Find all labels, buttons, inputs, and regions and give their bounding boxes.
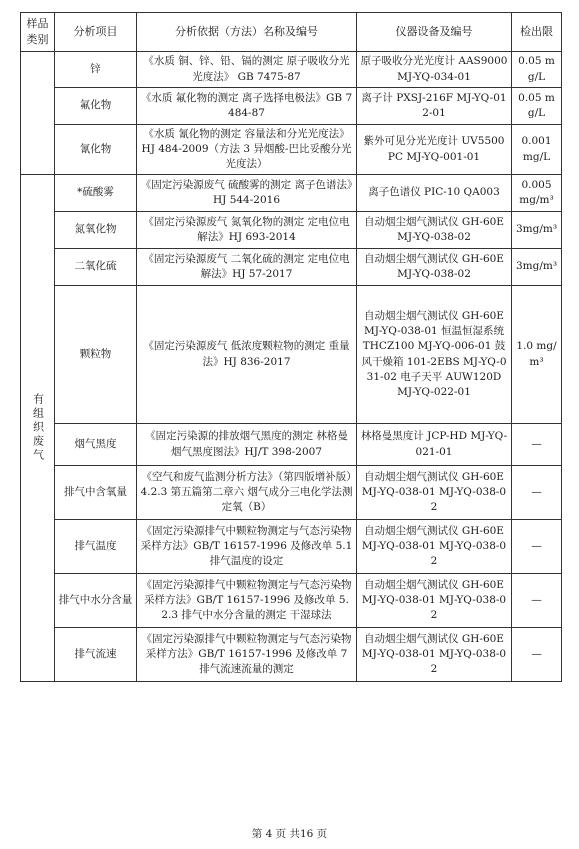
header-row (21, 13, 562, 52)
method-basis: 《固定污染源废气 硫酸雾的测定 离子色谱法》HJ 544-2016 (137, 175, 357, 212)
equipment: 紫外可见分光光度计 UV5500PC MJ-YQ-001-01 (357, 125, 512, 175)
analysis-item: 氟化物 (55, 88, 137, 125)
method-basis: 《固定污染源的排放烟气黑度的测定 林格曼烟气黑度图法》HJ/T 398-2007 (137, 424, 357, 466)
header-limit: 检出限 (512, 13, 562, 52)
equipment: 自动烟尘烟气测试仪 GH-60E MJ-YQ-038-02 (357, 212, 512, 249)
analysis-item: 颗粒物 (55, 286, 137, 424)
equipment: 自动烟尘烟气测试仪 GH-60E MJ-YQ-038-01 MJ-YQ-038-02 (357, 628, 512, 682)
table-row (21, 424, 562, 466)
analysis-item: 排气流速 (55, 628, 137, 682)
header-basis: 分析依据（方法）名称及编号 (137, 13, 357, 52)
method-basis: 《固定污染源废气 低浓度颗粒物的测定 重量法》HJ 836-2017 (137, 286, 357, 424)
equipment: 自动烟尘烟气测试仪 GH-60E MJ-YQ-038-01 MJ-YQ-038-02 (357, 574, 512, 628)
method-basis: 《固定污染源排气中颗粒物测定与气态污染物采样方法》GB/T 16157-1996 及修改单 5.1 排气温度的设定 (137, 520, 357, 574)
category-cell (21, 175, 55, 682)
detection-limit: 0.05 mg/L (512, 88, 562, 125)
method-basis: 《固定污染源排气中颗粒物测定与气态污染物采样方法》GB/T 16157-1996 及修改单 7 排气流速流量的测定 (137, 628, 357, 682)
table-row (21, 212, 562, 249)
table-row (21, 52, 562, 88)
method-basis: 《固定污染源排气中颗粒物测定与气态污染物采样方法》GB/T 16157-1996 及修改单 5.2.3 排气中水分含量的测定 干湿球法 (137, 574, 357, 628)
table-row (21, 520, 562, 574)
method-basis: 《固定污染源废气 氮氧化物的测定 定电位电解法》HJ 693-2014 (137, 212, 357, 249)
detection-limit: — (512, 574, 562, 628)
analysis-item: 氮氧化物 (55, 212, 137, 249)
detection-limit: 0.05 mg/L (512, 52, 562, 88)
page-number: 第 4 页 共16 页 (251, 828, 328, 840)
detection-limit: 3mg/m³ (512, 212, 562, 249)
equipment: 自动烟尘烟气测试仪 GH-60E MJ-YQ-038-01 恒温恒湿系统 THCZ100 MJ-YQ-006-01 鼓风干燥箱 101-2EBS MJ-YQ-031-02 电子天平 AUW120D MJ-YQ-022-01 (357, 286, 512, 424)
table-row (21, 249, 562, 286)
table-row (21, 125, 562, 175)
equipment: 林格曼黑度计 JCP-HD MJ-YQ-021-01 (357, 424, 512, 466)
method-basis: 《固定污染源废气 二氧化硫的测定 定电位电解法》HJ 57-2017 (137, 249, 357, 286)
detection-limit: 0.005 mg/m³ (512, 175, 562, 212)
table-row (21, 574, 562, 628)
header-equipment: 仪器设备及编号 (357, 13, 512, 52)
table-row (21, 88, 562, 125)
header-item: 分析项目 (55, 13, 137, 52)
analysis-item: 二氧化硫 (55, 249, 137, 286)
detection-limit: — (512, 628, 562, 682)
analysis-item: 氰化物 (55, 125, 137, 175)
table-row (21, 286, 562, 424)
equipment: 自动烟尘烟气测试仪 GH-60E MJ-YQ-038-01 MJ-YQ-038-02 (357, 520, 512, 574)
detection-limit: — (512, 424, 562, 466)
category-cell-blank (21, 52, 55, 175)
method-basis: 《水质 氰化物的测定 容量法和分光光度法》HJ 484-2009（方法 3 异烟酸-巴比妥酸分光光度法） (137, 125, 357, 175)
equipment: 自动烟尘烟气测试仪 GH-60E MJ-YQ-038-01 MJ-YQ-038-02 (357, 466, 512, 520)
equipment: 离子计 PXSJ-216F MJ-YQ-012-01 (357, 88, 512, 125)
analysis-item: 排气中含氧量 (55, 466, 137, 520)
detection-limit: — (512, 466, 562, 520)
header-category: 样品类别 (21, 13, 55, 52)
table-row (21, 175, 562, 212)
detection-limit: 0.001 mg/L (512, 125, 562, 175)
analysis-item: 排气中水分含量 (55, 574, 137, 628)
analysis-item: 锌 (55, 52, 137, 88)
table-row (21, 628, 562, 682)
equipment: 原子吸收分光光度计 AAS9000 MJ-YQ-034-01 (357, 52, 512, 88)
table-row (21, 466, 562, 520)
method-basis: 《水质 铜、锌、铅、镉的测定 原子吸收分光光度法》 GB 7475-87 (137, 52, 357, 88)
method-basis: 《水质 氟化物的测定 离子选择电极法》GB 7484-87 (137, 88, 357, 125)
detection-limit: 1.0 mg/m³ (512, 286, 562, 424)
equipment: 离子色谱仪 PIC-10 QA003 (357, 175, 512, 212)
category-label: 有组织废气 (31, 393, 45, 463)
method-table (20, 12, 562, 682)
equipment: 自动烟尘烟气测试仪 GH-60E MJ-YQ-038-02 (357, 249, 512, 286)
detection-limit: — (512, 520, 562, 574)
method-basis: 《空气和废气监测分析方法》（第四版增补版）4.2.3 第五篇第二章六 烟气成分三电化学法测定氧（B） (137, 466, 357, 520)
detection-limit: 3mg/m³ (512, 249, 562, 286)
analysis-item: 烟气黑度 (55, 424, 137, 466)
analysis-item: 排气温度 (55, 520, 137, 574)
analysis-item: *硫酸雾 (55, 175, 137, 212)
